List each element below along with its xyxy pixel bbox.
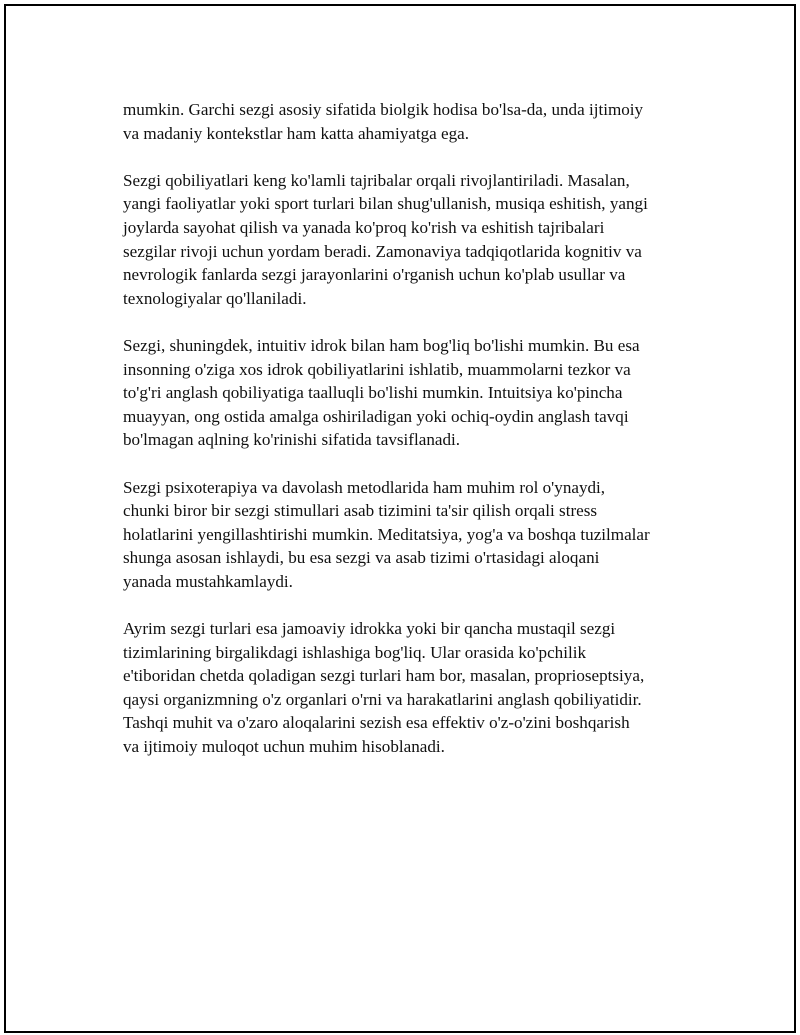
page-frame xyxy=(4,4,796,1033)
paragraph: Ayrim sezgi turlari esa jamoaviy idrokka yoki bir qancha mustaqil sezgi tizimlarining birgalikdagi ishlashiga bog'liq. Ular orasida ko'pchilik e'tiboridan chetda qoladigan sezgi turlari ham bor, masalan, proprioseptsiya, qaysi organizmning o'z organlari o'rni va harakatlarini anglash qobiliyatidir. Tashqi muhit va o'zaro aloqalarini sezish esa effektiv o'z-o'zini boshqarish va ijtimoiy muloqot uchun muhim hisoblanadi. xyxy=(123,619,645,757)
paragraph: Sezgi qobiliyatlari keng ko'lamli tajribalar orqali rivojlantiriladi. Masalan, yangi faoliyatlar yoki sport turlari bilan shug'ullanish, musiqa eshitish, yangi joylarda sayohat qilish va yanada ko'proq ko'rish va eshitish tajribalari sezgilar rivoji uchun yordam beradi. Zamonaviya tadqiqotlarida kognitiv va nevrologik fanlarda sezgi jarayonlarini o'rganish uchun ko'plab usullar va texnologiyalar qo'llaniladi. xyxy=(123,170,648,308)
paragraph: Sezgi psixoterapiya va davolash metodlarida ham muhim rol o'ynaydi, chunki biror bir sezgi stimullari asab tizimini ta'sir qilish orqali stress holatlarini yengillashtirishi mumkin. Meditatsiya, yog'a va boshqa tuzilmalar shunga asosan ishlaydi, bu esa sezgi va asab tizimi o'rtasidagi aloqani yanada mustahkamlaydi. xyxy=(123,477,650,591)
paragraph: Sezgi, shuningdek, intuitiv idrok bilan ham bog'liq bo'lishi mumkin. Bu esa insonning o'ziga xos idrok qobiliyatlarini ishlatib, muammolarni tezkor va to'g'ri anglash qobiliyatiga taalluqli bo'lishi mumkin. Intuitsiya ko'pincha muayyan, ong ostida amalga oshiriladigan yoki ochiq-oydin anglash tavqi bo'lmagan aqlning ko'rinishi sifatida tavsiflanadi. xyxy=(123,335,640,450)
document-body xyxy=(123,98,698,782)
paragraph: mumkin. Garchi sezgi asosiy sifatida biolgik hodisa bo'lsa-da, unda ijtimoiy va madaniy kontekstlar ham katta ahamiyatga ega. xyxy=(123,100,644,143)
